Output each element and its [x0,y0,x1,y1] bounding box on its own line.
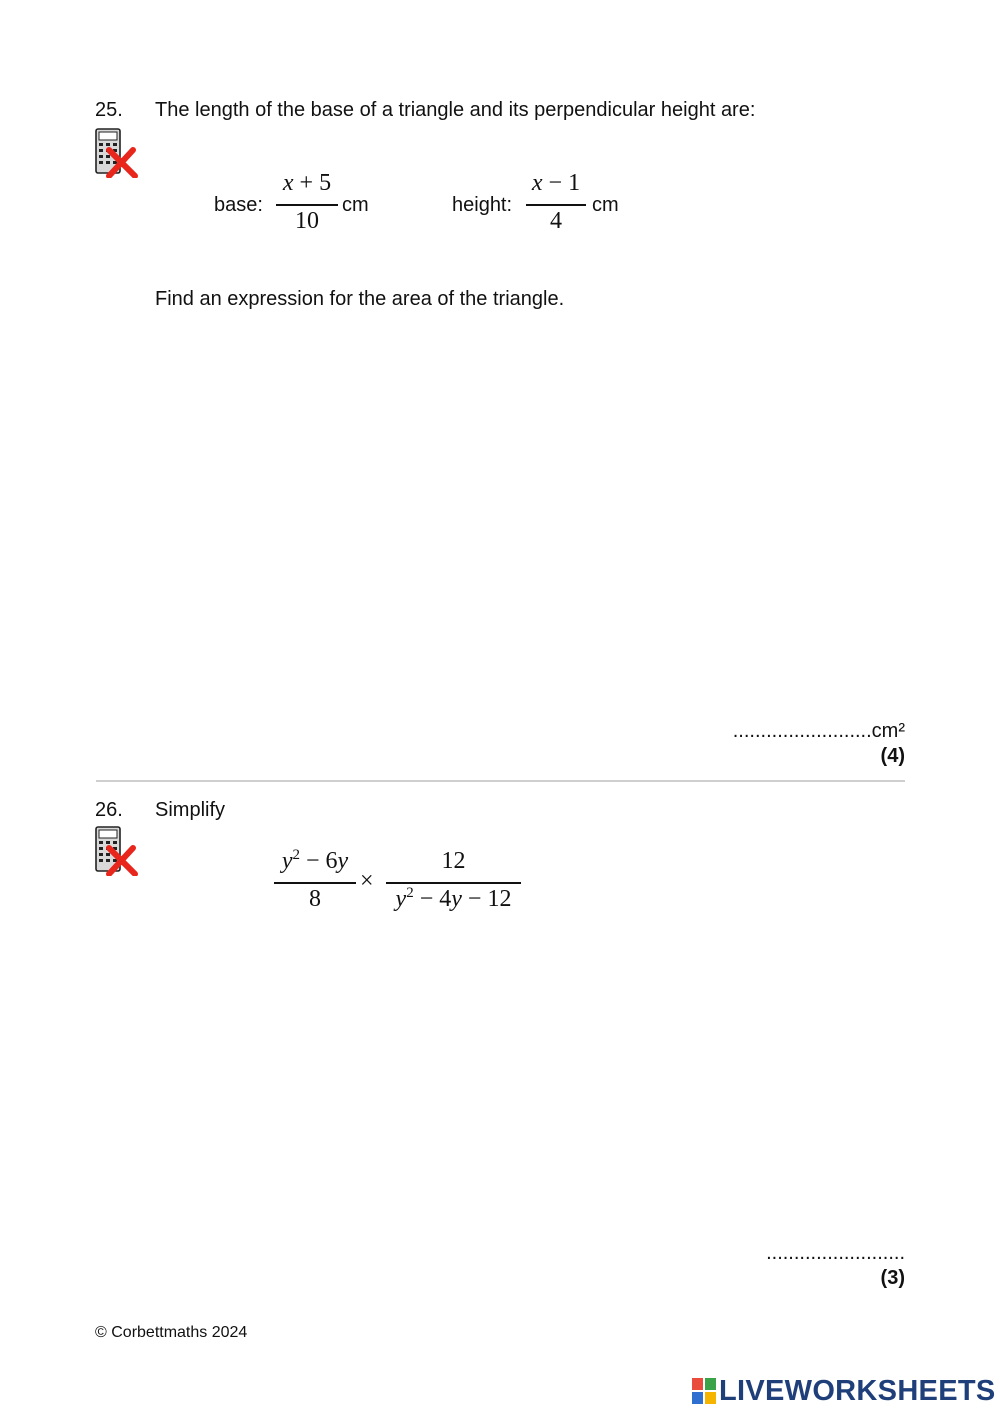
base-fraction [276,170,338,240]
base-unit: cm [342,194,369,216]
liveworksheets-logo-text: LIVEWORKSHEETS [719,1374,996,1407]
frac1-num-var2: y [337,848,349,874]
no-calculator-icon [95,128,139,178]
height-fraction [526,170,586,240]
frac1-num-var: y [281,848,293,874]
base-numerator-variable: x [282,170,294,196]
height-denominator: 4 [550,208,562,234]
base-numerator-constant: + 5 [299,170,332,196]
liveworksheets-logo [692,1376,996,1406]
frac2-den-var: y [395,886,407,912]
height-numerator-constant: − 1 [548,170,581,196]
question-25-task: Find an expression for the area of the triangle. [155,288,565,310]
height-label: height: [452,194,513,216]
second-fraction [386,848,521,918]
frac1-num-minus: − 6 [299,848,338,874]
copyright: © Corbettmaths 2024 [95,1324,248,1341]
frac2-numerator: 12 [441,848,466,874]
base-denominator: 10 [295,208,319,234]
frac1-denominator: 8 [309,886,321,912]
base-label: base: [214,194,263,216]
answer-line-25[interactable]: .........................cm² [732,720,905,742]
first-fraction [274,848,356,918]
marks-25: (4) [880,745,905,767]
no-calculator-icon [95,826,139,876]
times-symbol: × [360,868,374,894]
question-divider [96,780,905,782]
question-26-number: 26. [95,799,123,821]
answer-line-26[interactable]: ......................... [766,1242,905,1264]
frac2-den-var2: y [451,886,462,912]
marks-26: (3) [880,1267,905,1289]
question-25-number: 25. [95,99,123,121]
height-numerator-variable: x [531,170,543,196]
frac2-den-end: − 12 [461,886,512,912]
height-unit: cm [592,194,619,216]
frac2-den-exponent: 2 [406,885,414,901]
frac2-den-mid: − 4 [413,886,452,912]
question-25-prompt: The length of the base of a triangle and its perpendicular height are: [155,99,756,121]
liveworksheets-logo-icon [692,1378,716,1404]
frac1-num-exponent: 2 [292,847,300,863]
question-26-prompt: Simplify [155,799,226,821]
